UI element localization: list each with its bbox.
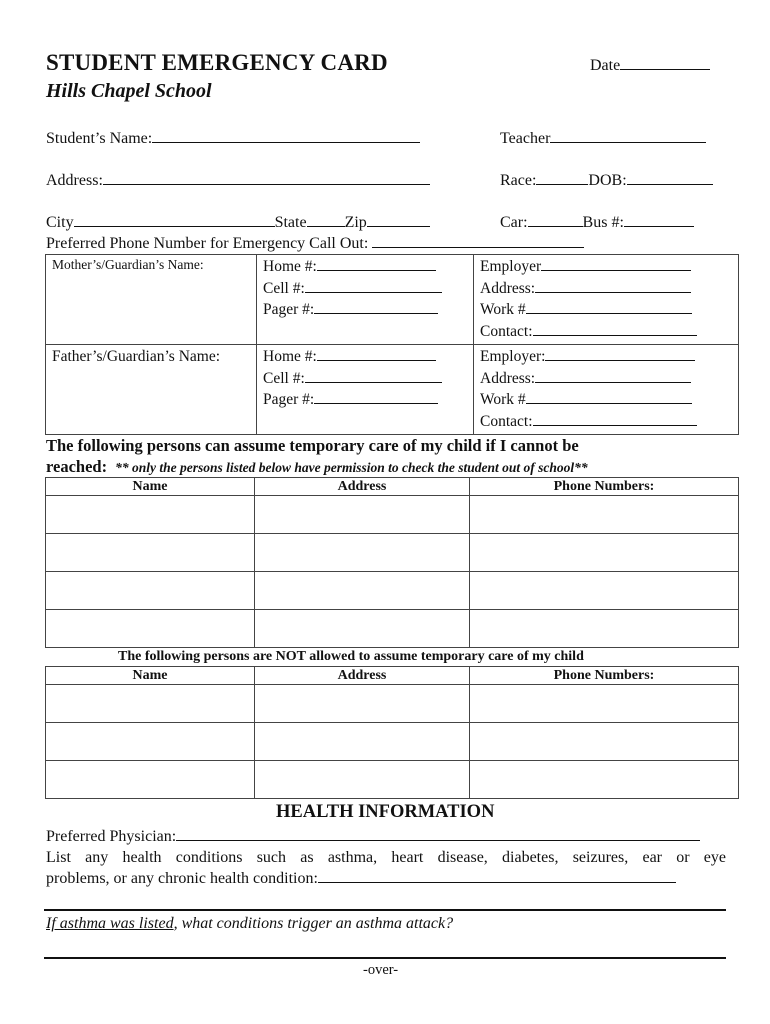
mother-pager-field[interactable] xyxy=(263,299,469,321)
table-row xyxy=(46,723,739,761)
race-blank[interactable] xyxy=(536,172,588,185)
father-employer xyxy=(474,345,739,435)
table-row xyxy=(46,572,739,610)
conditions-answer-line[interactable] xyxy=(44,909,726,911)
address-cell[interactable] xyxy=(255,685,470,723)
home-label: Home #: xyxy=(263,348,317,365)
emergency-phone-field[interactable] xyxy=(46,235,584,253)
car-bus-field[interactable] xyxy=(500,214,694,232)
permission-note: ** only the persons listed below have permission to check the student out of school** xyxy=(115,460,588,475)
table-row xyxy=(46,496,739,534)
mother-work-blank[interactable] xyxy=(526,301,692,314)
allowed-header-row xyxy=(46,478,739,496)
address-label: Address: xyxy=(46,172,103,189)
dob-label: DOB: xyxy=(588,172,627,189)
asthma-question xyxy=(46,915,453,933)
col-name: Name xyxy=(46,478,255,496)
city-label: City xyxy=(46,214,74,231)
state-blank[interactable] xyxy=(307,214,345,227)
address-cell[interactable] xyxy=(255,761,470,799)
table-row xyxy=(46,610,739,648)
mother-contact-blank[interactable] xyxy=(533,323,697,336)
car-blank[interactable] xyxy=(528,214,583,227)
contact-label: Contact: xyxy=(480,322,533,340)
car-label: Car: xyxy=(500,214,528,231)
emergency-phone-blank[interactable] xyxy=(372,235,584,248)
state-label: State xyxy=(274,214,307,231)
asthma-rest: , what conditions trigger an asthma attack? xyxy=(173,915,454,932)
conditions-label: problems, or any chronic health condition: xyxy=(46,870,318,887)
name-cell[interactable] xyxy=(46,685,255,723)
city-blank[interactable] xyxy=(74,214,275,227)
father-work-blank[interactable] xyxy=(526,391,692,404)
employer-address-label: Address: xyxy=(480,279,536,297)
student-name-label: Student’s Name: xyxy=(46,130,153,147)
bus-blank[interactable] xyxy=(624,214,694,227)
mother-cell-field[interactable] xyxy=(263,278,469,300)
employer-label: Employer xyxy=(480,258,542,275)
pager-label: Pager #: xyxy=(263,301,315,318)
allowed-persons-table xyxy=(45,477,739,648)
father-contact-blank[interactable] xyxy=(533,413,697,426)
date-field[interactable] xyxy=(590,57,710,75)
date-blank[interactable] xyxy=(620,57,710,70)
table-row xyxy=(46,761,739,799)
mother-phones xyxy=(257,255,474,345)
mother-pager-blank[interactable] xyxy=(314,301,438,314)
physician-field[interactable] xyxy=(46,828,700,846)
mother-work-field[interactable] xyxy=(480,299,734,321)
father-work-field[interactable] xyxy=(480,389,734,411)
father-employer-blank[interactable] xyxy=(545,348,695,361)
name-cell[interactable] xyxy=(46,723,255,761)
pager-label: Pager #: xyxy=(263,391,315,408)
mother-name-label: Mother’s/Guardian’s Name: xyxy=(46,255,257,345)
table-row xyxy=(46,685,739,723)
table-row xyxy=(46,534,739,572)
mother-home-blank[interactable] xyxy=(317,258,436,271)
allowed-heading-line2 xyxy=(46,457,588,477)
name-cell[interactable] xyxy=(46,534,255,572)
work-label: Work # xyxy=(480,301,526,318)
father-employer-field[interactable] xyxy=(480,346,734,368)
phone-cell[interactable] xyxy=(470,534,739,572)
col-phone: Phone Numbers: xyxy=(470,667,739,685)
conditions-field[interactable] xyxy=(46,870,676,888)
form-title: STUDENT EMERGENCY CARD xyxy=(46,50,388,75)
father-pager-field[interactable] xyxy=(263,389,469,411)
employer-label: Employer: xyxy=(480,348,546,365)
phone-cell[interactable] xyxy=(470,685,739,723)
mother-home-field[interactable] xyxy=(263,256,469,278)
conditions-blank[interactable] xyxy=(318,870,676,883)
allowed-heading-line1: The following persons can assume temporary care of my child if I cannot be xyxy=(46,436,579,455)
not-allowed-persons-table xyxy=(45,666,739,799)
dob-blank[interactable] xyxy=(627,172,713,185)
father-address-field[interactable] xyxy=(480,368,734,390)
address-cell[interactable] xyxy=(255,610,470,648)
bus-label: Bus #: xyxy=(582,214,624,231)
col-name: Name xyxy=(46,667,255,685)
address-field[interactable] xyxy=(46,172,430,190)
father-home-field[interactable] xyxy=(263,346,469,368)
health-heading: HEALTH INFORMATION xyxy=(276,802,495,822)
father-name-label: Father’s/Guardian’s Name: xyxy=(46,345,257,435)
school-name: Hills Chapel School xyxy=(46,80,212,102)
zip-blank[interactable] xyxy=(367,214,430,227)
col-phone: Phone Numbers: xyxy=(470,478,739,496)
address-blank[interactable] xyxy=(103,172,430,185)
mother-contact-field[interactable] xyxy=(480,321,734,343)
cell-label: Cell #: xyxy=(263,279,305,297)
col-address: Address xyxy=(255,667,470,685)
address-cell[interactable] xyxy=(255,496,470,534)
address-cell[interactable] xyxy=(255,572,470,610)
mother-employer-blank[interactable] xyxy=(541,258,691,271)
student-name-field[interactable] xyxy=(46,130,420,148)
father-home-blank[interactable] xyxy=(317,348,436,361)
address-cell[interactable] xyxy=(255,534,470,572)
not-allowed-heading: The following persons are NOT allowed to assume temporary care of my child xyxy=(118,649,584,664)
city-state-zip-field[interactable] xyxy=(46,214,430,232)
teacher-label: Teacher xyxy=(500,130,551,147)
name-cell[interactable] xyxy=(46,610,255,648)
employer-address-label: Address: xyxy=(480,369,536,387)
date-label: Date xyxy=(590,57,621,74)
emergency-phone-label: Preferred Phone Number for Emergency Call Out: xyxy=(46,235,369,252)
father-cell-blank[interactable] xyxy=(305,370,442,383)
work-label: Work # xyxy=(480,391,526,408)
mother-employer-field[interactable] xyxy=(480,256,734,278)
parents-table xyxy=(45,254,739,435)
name-cell[interactable] xyxy=(46,572,255,610)
mother-address-blank[interactable] xyxy=(535,280,691,293)
not-allowed-header-row xyxy=(46,667,739,685)
father-contact-field[interactable] xyxy=(480,411,734,433)
col-address: Address xyxy=(255,478,470,496)
conditions-line1: List any health conditions such as asthma, heart disease, diabetes, seizures, ear or eye xyxy=(46,849,726,866)
father-address-blank[interactable] xyxy=(535,370,691,383)
race-dob-field[interactable] xyxy=(500,172,713,190)
home-label: Home #: xyxy=(263,258,317,275)
zip-label: Zip xyxy=(344,214,367,231)
reached-label: reached: xyxy=(46,457,108,476)
father-pager-blank[interactable] xyxy=(314,391,438,404)
mother-employer xyxy=(474,255,739,345)
father-phones xyxy=(257,345,474,435)
contact-label: Contact: xyxy=(480,412,533,430)
teacher-blank[interactable] xyxy=(550,130,706,143)
address-cell[interactable] xyxy=(255,723,470,761)
teacher-field[interactable] xyxy=(500,130,706,148)
physician-blank[interactable] xyxy=(176,828,700,841)
name-cell[interactable] xyxy=(46,761,255,799)
phone-cell[interactable] xyxy=(470,572,739,610)
name-cell[interactable] xyxy=(46,496,255,534)
mother-address-field[interactable] xyxy=(480,278,734,300)
phone-cell[interactable] xyxy=(470,761,739,799)
phone-cell[interactable] xyxy=(470,610,739,648)
phone-cell[interactable] xyxy=(470,723,739,761)
mother-cell-blank[interactable] xyxy=(305,280,442,293)
physician-label: Preferred Physician: xyxy=(46,828,177,845)
over-label: -over- xyxy=(363,962,399,978)
father-cell-field[interactable] xyxy=(263,368,469,390)
race-label: Race: xyxy=(500,172,537,189)
asthma-answer-line[interactable] xyxy=(44,957,726,959)
cell-label: Cell #: xyxy=(263,369,305,387)
student-name-blank[interactable] xyxy=(152,130,420,143)
asthma-underlined: If asthma was listed xyxy=(46,915,174,932)
phone-cell[interactable] xyxy=(470,496,739,534)
